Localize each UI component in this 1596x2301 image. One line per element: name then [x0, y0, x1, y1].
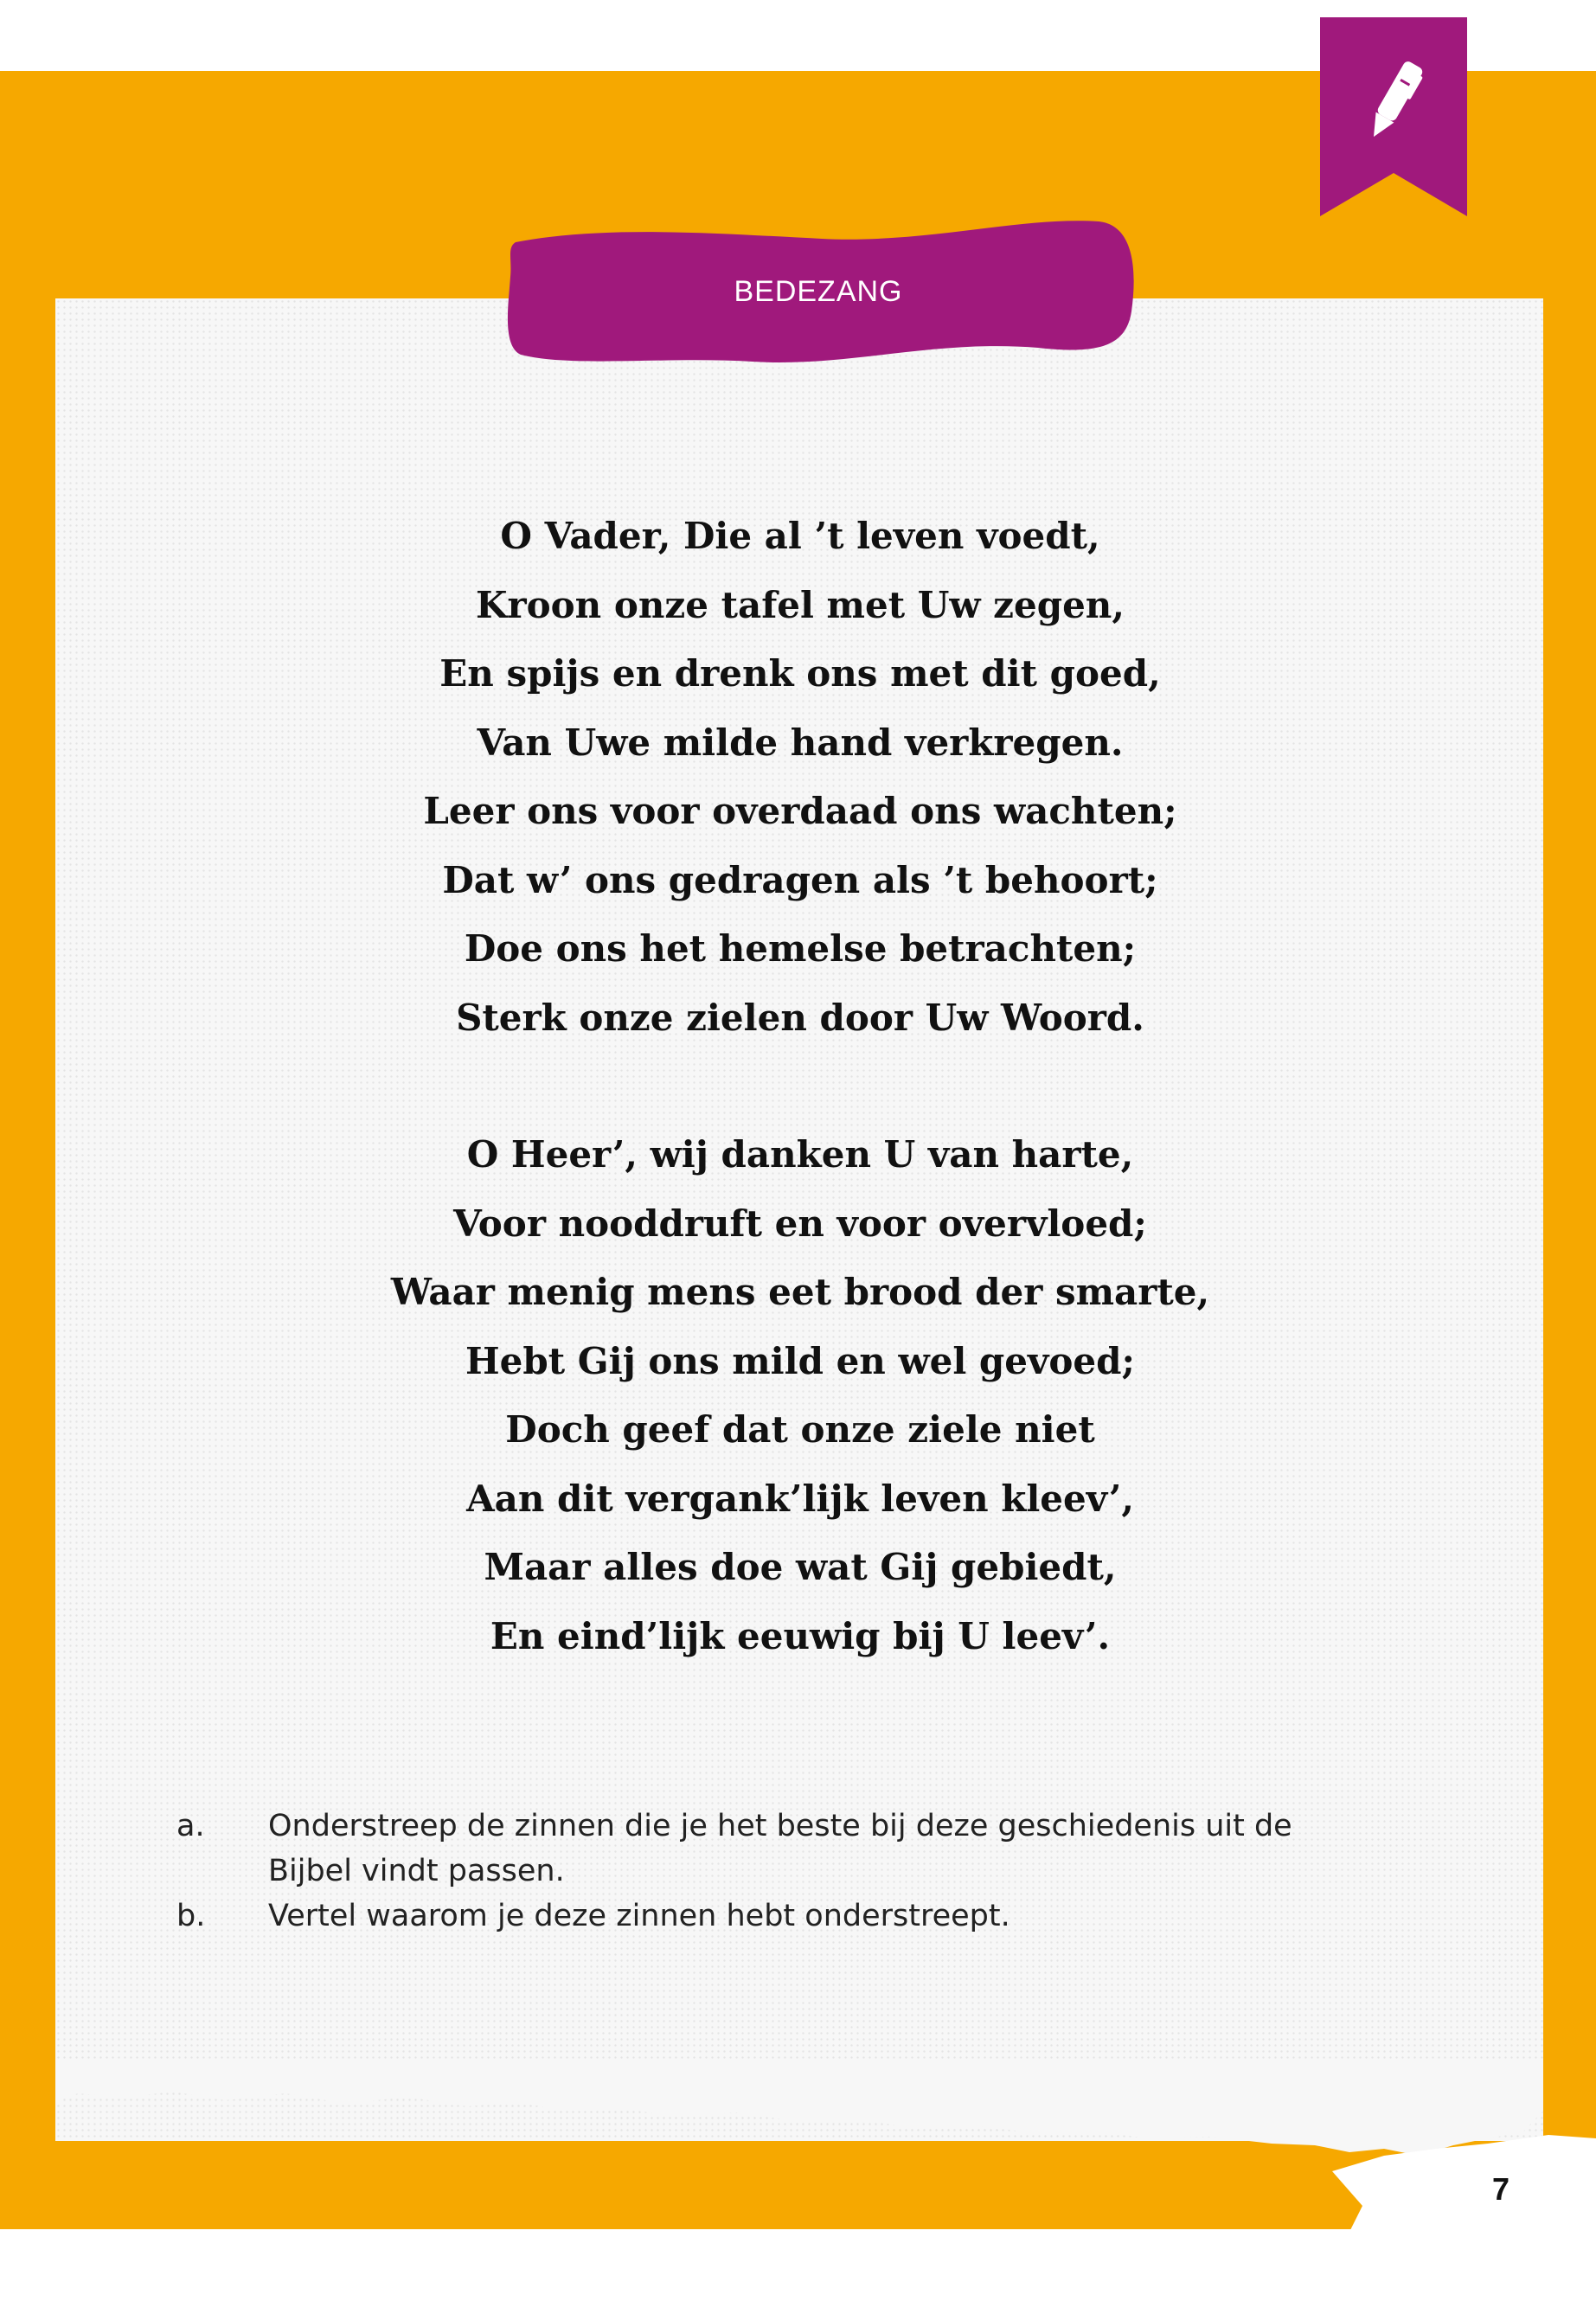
pen-icon	[1349, 52, 1436, 156]
poem-line: Maar alles doe wat Gij gebiedt,	[484, 1546, 1117, 1588]
question-text: Onderstreep de zinnen die je het beste bij deze geschiedenis uit de	[268, 1809, 1292, 1843]
poem-line: O Vader, Die al ’t leven voedt,	[500, 515, 1100, 557]
page-number: 7	[1491, 2171, 1510, 2207]
question-text: Bijbel vindt passen.	[268, 1854, 565, 1888]
poem	[173, 502, 1427, 1670]
poem-line: En eind’lijk eeuwig bij U leev’.	[490, 1614, 1111, 1657]
poem-line: Leer ons voor overdaad ons wachten;	[423, 790, 1177, 832]
poem-line: Waar menig mens eet brood der smarte,	[390, 1271, 1210, 1313]
poem-line: Doe ons het hemelse betrachten;	[464, 927, 1137, 970]
poem-line: Doch geef dat onze ziele niet	[505, 1408, 1095, 1451]
question-item-a	[176, 1804, 1301, 1894]
poem-line: Sterk onze zielen door Uw Woord.	[456, 996, 1144, 1039]
poem-stanza-1	[173, 502, 1427, 1052]
poem-line: Dat w’ ons gedragen als ’t behoort;	[442, 858, 1158, 901]
poem-line: Hebt Gij ons mild en wel gevoed;	[465, 1339, 1136, 1382]
question-marker: b.	[176, 1899, 206, 1933]
question-text: Vertel waarom je deze zinnen hebt onderstreept.	[268, 1899, 1010, 1933]
poem-line: Van Uwe milde hand verkregen.	[477, 721, 1124, 764]
poem-stanza-2	[173, 1120, 1427, 1670]
torn-paper-edge	[0, 2059, 1596, 2232]
question-marker: a.	[176, 1809, 205, 1843]
stanza-gap	[173, 1052, 1427, 1120]
poem-line: En spijs en drenk ons met dit goed,	[439, 652, 1161, 695]
poem-line: Aan dit vergank’lijk leven kleev’,	[466, 1477, 1134, 1520]
poem-line: O Heer’, wij danken U van harte,	[466, 1133, 1134, 1176]
section-title: BEDEZANG	[734, 275, 903, 308]
question-item-b	[176, 1894, 1301, 1939]
question-list	[176, 1804, 1301, 1939]
poem-line: Kroon onze tafel met Uw zegen,	[476, 583, 1125, 626]
bottom-margin	[0, 2229, 1596, 2301]
poem-line: Voor nooddruft en voor overvloed;	[453, 1202, 1147, 1245]
